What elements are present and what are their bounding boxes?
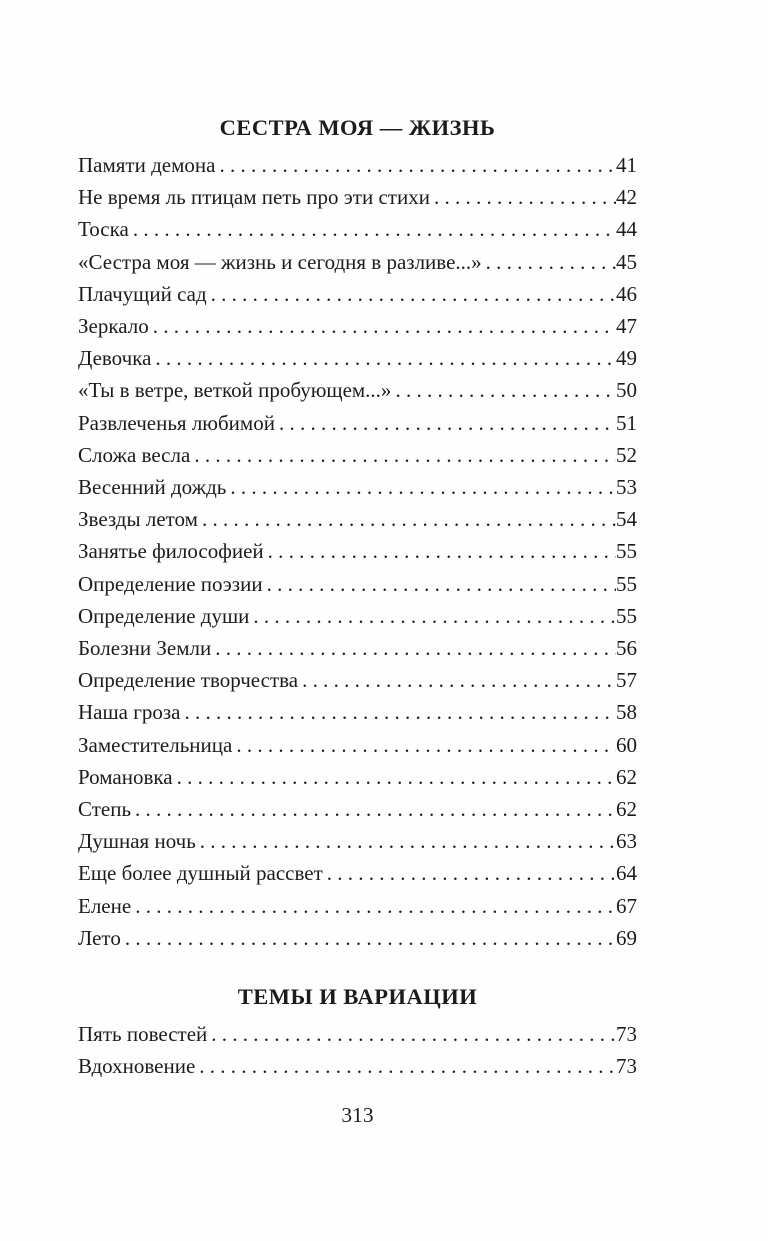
dot-leader bbox=[211, 1018, 616, 1050]
toc-section bbox=[78, 114, 637, 954]
toc-entry-title: Сложа весла bbox=[78, 442, 191, 467]
dot-leader bbox=[215, 632, 616, 664]
toc-entry-page: 55 bbox=[616, 571, 637, 596]
dot-leader bbox=[327, 857, 616, 889]
toc-entry-title: Девочка bbox=[78, 346, 152, 371]
dot-leader bbox=[155, 342, 616, 374]
toc-entry-page: 55 bbox=[616, 603, 637, 628]
toc-entry-title: Душная ночь bbox=[78, 829, 196, 854]
toc-entry-title: Пять повестей bbox=[78, 1022, 208, 1047]
toc-entry-page: 50 bbox=[616, 378, 637, 403]
dot-leader bbox=[434, 181, 616, 213]
toc-entry bbox=[78, 181, 637, 213]
dot-leader bbox=[184, 696, 616, 728]
toc-entry-page: 69 bbox=[616, 925, 637, 950]
dot-leader bbox=[133, 213, 616, 245]
toc-entry-title: Звезды летом bbox=[78, 507, 198, 532]
toc-entry-page: 63 bbox=[616, 829, 637, 854]
toc-entry bbox=[78, 342, 637, 374]
toc-entry-page: 60 bbox=[616, 732, 637, 757]
toc-entry-title: Вдохновение bbox=[78, 1054, 196, 1079]
toc-entry-page: 45 bbox=[616, 249, 637, 274]
toc-entry-title: Занятье философией bbox=[78, 539, 264, 564]
toc-entry-title: Определение поэзии bbox=[78, 571, 263, 596]
toc-entry-page: 58 bbox=[616, 700, 637, 725]
toc-entry-page: 42 bbox=[616, 185, 637, 210]
toc-entry-page: 62 bbox=[616, 764, 637, 789]
toc-entry-title: Памяти демона bbox=[78, 153, 216, 177]
toc-entry bbox=[78, 535, 637, 567]
toc-entry-title: Зеркало bbox=[78, 314, 149, 339]
toc-entry-title: Лето bbox=[78, 925, 121, 950]
dot-leader bbox=[219, 149, 616, 181]
dot-leader bbox=[268, 535, 616, 567]
toc-entry-page: 57 bbox=[616, 668, 637, 693]
dot-leader bbox=[153, 310, 616, 342]
toc-entry bbox=[78, 568, 637, 600]
dot-leader bbox=[302, 664, 616, 696]
dot-leader bbox=[279, 407, 616, 439]
dot-leader bbox=[395, 374, 616, 406]
toc-entry-title: Весенний дождь bbox=[78, 475, 227, 500]
toc-entry-page: 51 bbox=[616, 410, 637, 435]
toc-entry bbox=[78, 600, 637, 632]
table-of-contents bbox=[78, 114, 637, 1082]
toc-entry-title: Тоска bbox=[78, 217, 129, 242]
toc-section bbox=[78, 983, 637, 1082]
toc-entry bbox=[78, 213, 637, 245]
toc-entry bbox=[78, 278, 637, 310]
toc-entry-page: 41 bbox=[616, 153, 637, 177]
dot-leader bbox=[177, 761, 616, 793]
section-entries bbox=[78, 1018, 637, 1082]
toc-entry-title: «Сестра моя — жизнь и сегодня в разливе...» bbox=[78, 249, 482, 274]
toc-entry bbox=[78, 246, 637, 278]
section-entries bbox=[78, 149, 637, 954]
toc-entry bbox=[78, 922, 637, 954]
toc-entry bbox=[78, 825, 637, 857]
dot-leader bbox=[202, 503, 616, 535]
toc-entry bbox=[78, 471, 637, 503]
dot-leader bbox=[135, 890, 616, 922]
toc-entry-title: Заместительница bbox=[78, 732, 233, 757]
toc-entry-title: «Ты в ветре, веткой пробующем...» bbox=[78, 378, 392, 403]
toc-entry-title: Еще более душный рассвет bbox=[78, 861, 323, 886]
toc-entry-page: 73 bbox=[616, 1022, 637, 1047]
dot-leader bbox=[125, 922, 616, 954]
page-number: 313 bbox=[341, 1103, 374, 1128]
toc-entry bbox=[78, 407, 637, 439]
toc-entry-page: 53 bbox=[616, 475, 637, 500]
section-title: СЕСТРА МОЯ — ЖИЗНЬ bbox=[219, 115, 496, 140]
toc-entry-title: Болезни Земли bbox=[78, 636, 212, 661]
toc-entry-page: 49 bbox=[616, 346, 637, 371]
toc-entry-title: Наша гроза bbox=[78, 700, 181, 725]
toc-entry-page: 47 bbox=[616, 314, 637, 339]
dot-leader bbox=[253, 600, 616, 632]
toc-entry-page: 64 bbox=[616, 861, 637, 886]
toc-entry bbox=[78, 439, 637, 471]
toc-entry bbox=[78, 793, 637, 825]
toc-entry bbox=[78, 729, 637, 761]
section-title: ТЕМЫ И ВАРИАЦИИ bbox=[237, 984, 478, 1010]
toc-entry-page: 56 bbox=[616, 636, 637, 661]
toc-entry bbox=[78, 1018, 637, 1050]
toc-entry bbox=[78, 761, 637, 793]
toc-entry-page: 62 bbox=[616, 797, 637, 822]
toc-entry-title: Елене bbox=[78, 893, 132, 918]
dot-leader bbox=[194, 439, 616, 471]
toc-entry-title: Степь bbox=[78, 797, 132, 822]
toc-entry-title: Не время ль птицам петь про эти стихи bbox=[78, 185, 430, 210]
toc-entry-title: Развлеченья любимой bbox=[78, 410, 275, 435]
toc-entry bbox=[78, 664, 637, 696]
toc-entry bbox=[78, 374, 637, 406]
toc-entry-title: Плачущий сад bbox=[78, 281, 207, 306]
toc-entry-page: 67 bbox=[616, 893, 637, 918]
toc-entry-page: 44 bbox=[616, 217, 637, 242]
toc-entry-title: Определение души bbox=[78, 603, 250, 628]
toc-entry bbox=[78, 696, 637, 728]
dot-leader bbox=[199, 1050, 616, 1082]
toc-entry bbox=[78, 503, 637, 535]
toc-entry bbox=[78, 1050, 637, 1082]
dot-leader bbox=[236, 729, 616, 761]
toc-entry bbox=[78, 632, 637, 664]
toc-entry-title: Определение творчества bbox=[78, 668, 299, 693]
toc-entry bbox=[78, 857, 637, 889]
dot-leader bbox=[211, 278, 616, 310]
toc-entry-page: 46 bbox=[616, 281, 637, 306]
toc-entry-page: 73 bbox=[616, 1054, 637, 1079]
toc-entry bbox=[78, 149, 637, 181]
toc-entry bbox=[78, 890, 637, 922]
toc-entry-page: 52 bbox=[616, 442, 637, 467]
toc-entry bbox=[78, 310, 637, 342]
dot-leader bbox=[135, 793, 616, 825]
dot-leader bbox=[230, 471, 616, 503]
toc-entry-page: 55 bbox=[616, 539, 637, 564]
toc-entry-title: Романовка bbox=[78, 764, 173, 789]
toc-entry-page: 54 bbox=[616, 507, 637, 532]
dot-leader bbox=[200, 825, 616, 857]
dot-leader bbox=[486, 246, 616, 278]
toc-content bbox=[78, 114, 637, 1128]
dot-leader bbox=[267, 568, 616, 600]
